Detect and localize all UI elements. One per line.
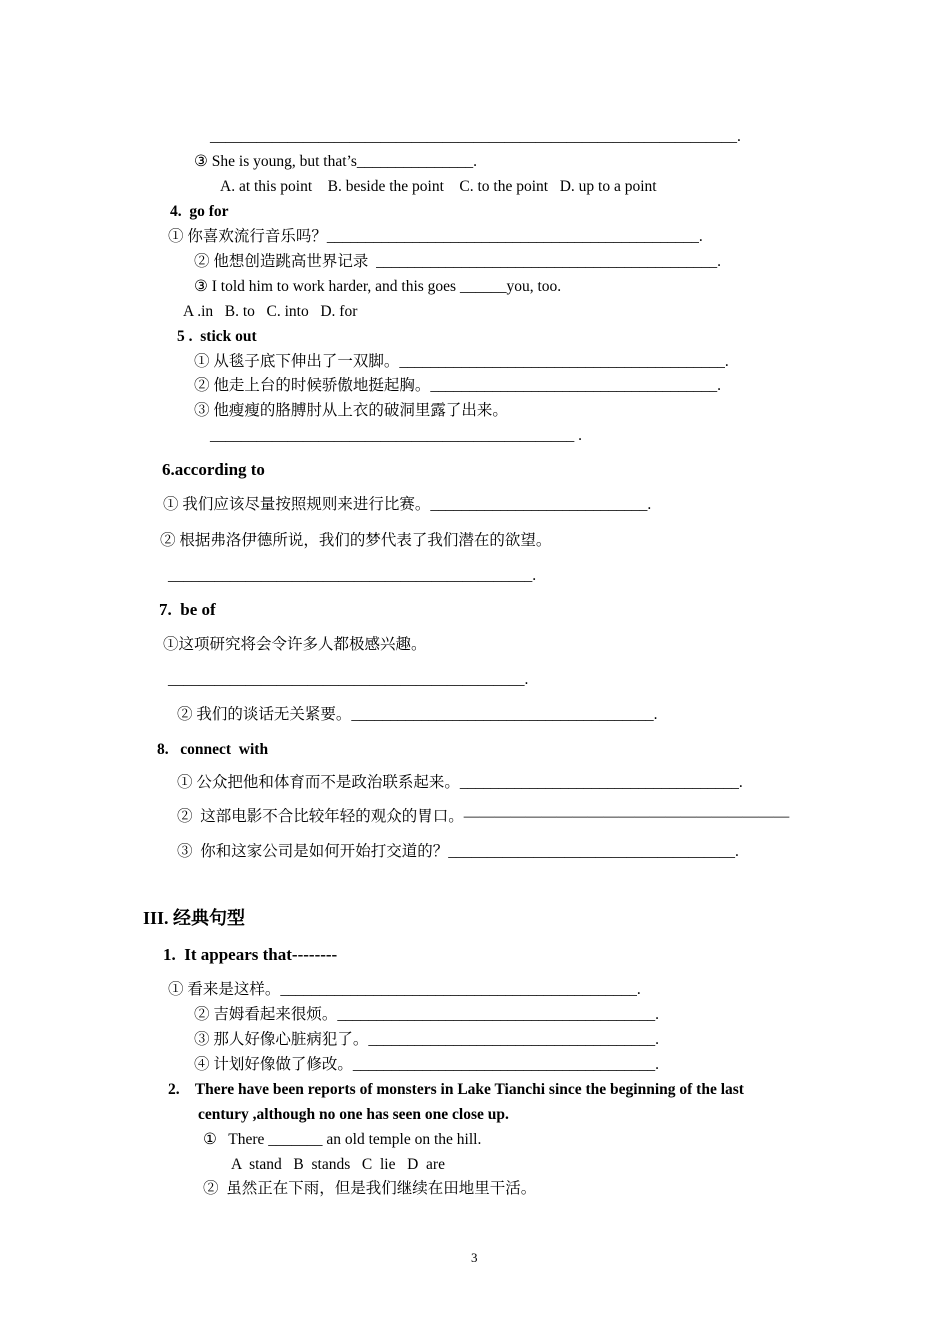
- text-line: ④ 计划好像做了修改。_______________________________________.: [194, 1056, 660, 1073]
- item-heading: 8. connect with: [157, 741, 269, 758]
- text-line: ② 虽然正在下雨，但是我们继续在田地里干活。: [203, 1180, 537, 1197]
- text-line: A .in B. to C. into D. for: [183, 303, 358, 320]
- item-heading: 4. go for: [170, 203, 229, 220]
- text-line: ② 这部电影不合比较年轻的观众的胃口。—————————————————————: [177, 808, 790, 825]
- section-heading: III. 经典句型: [143, 908, 246, 928]
- text-line: ______________________________________________.: [168, 671, 529, 688]
- text-line: A stand B stands C lie D are: [231, 1156, 445, 1173]
- text-line: _______________________________________________.: [168, 567, 537, 584]
- text-line: ② 吉姆看起来很烦。_________________________________________.: [194, 1006, 660, 1023]
- text-line: _______________________________________________ .: [210, 427, 582, 444]
- item-heading: century ,although no one has seen one close up.: [198, 1106, 509, 1123]
- text-line: ② 根据弗洛伊德所说，我们的梦代表了我们潜在的欲望。: [160, 532, 552, 549]
- text-line: ① There _______ an old temple on the hill.: [203, 1131, 482, 1148]
- text-line: ② 我们的谈话无关紧要。_______________________________________.: [177, 706, 658, 723]
- text-line: ____________________________________________________________________.: [210, 128, 741, 145]
- text-line: ③ 那人好像心脏病犯了。_____________________________________.: [194, 1031, 660, 1048]
- text-line: ①这项研究将会令许多人都极感兴趣。: [163, 636, 427, 653]
- text-line: ① 从毯子底下伸出了一双脚。__________________________________________.: [194, 353, 729, 370]
- text-line: ② 他想创造跳高世界记录 ____________________________________________.: [194, 253, 722, 270]
- text-line: ③ She is young, but that’s_______________.: [194, 153, 477, 170]
- text-line: ① 看来是这样。______________________________________________.: [168, 981, 641, 998]
- text-line: ③ 你和这家公司是如何开始打交道的？_____________________________________.: [177, 843, 739, 860]
- text-line: ① 公众把他和体育而不是政治联系起来。____________________________________.: [177, 774, 743, 791]
- text-line: ③ 他瘦瘦的胳膊肘从上衣的破洞里露了出来。: [194, 402, 508, 419]
- text-line: A. at this point B. beside the point C. to the point D. up to a point: [220, 178, 657, 195]
- text-line: ① 我们应该尽量按照规则来进行比赛。____________________________.: [163, 496, 652, 513]
- item-heading: 7. be of: [159, 600, 216, 619]
- item-heading: 5 . stick out: [177, 328, 257, 345]
- item-heading: 2. There have been reports of monsters in Lake Tianchi since the beginning of the last: [168, 1081, 744, 1098]
- item-heading: 6.according to: [162, 460, 265, 479]
- text-line: ① 你喜欢流行音乐吗？________________________________________________.: [168, 228, 703, 245]
- item-heading: 1. It appears that--------: [163, 945, 338, 964]
- text-line: ② 他走上台的时候骄傲地挺起胸。_____________________________________.: [194, 377, 722, 394]
- page-number: 3: [471, 1250, 478, 1265]
- text-line: ③ I told him to work harder, and this goes ______you, too.: [194, 278, 562, 295]
